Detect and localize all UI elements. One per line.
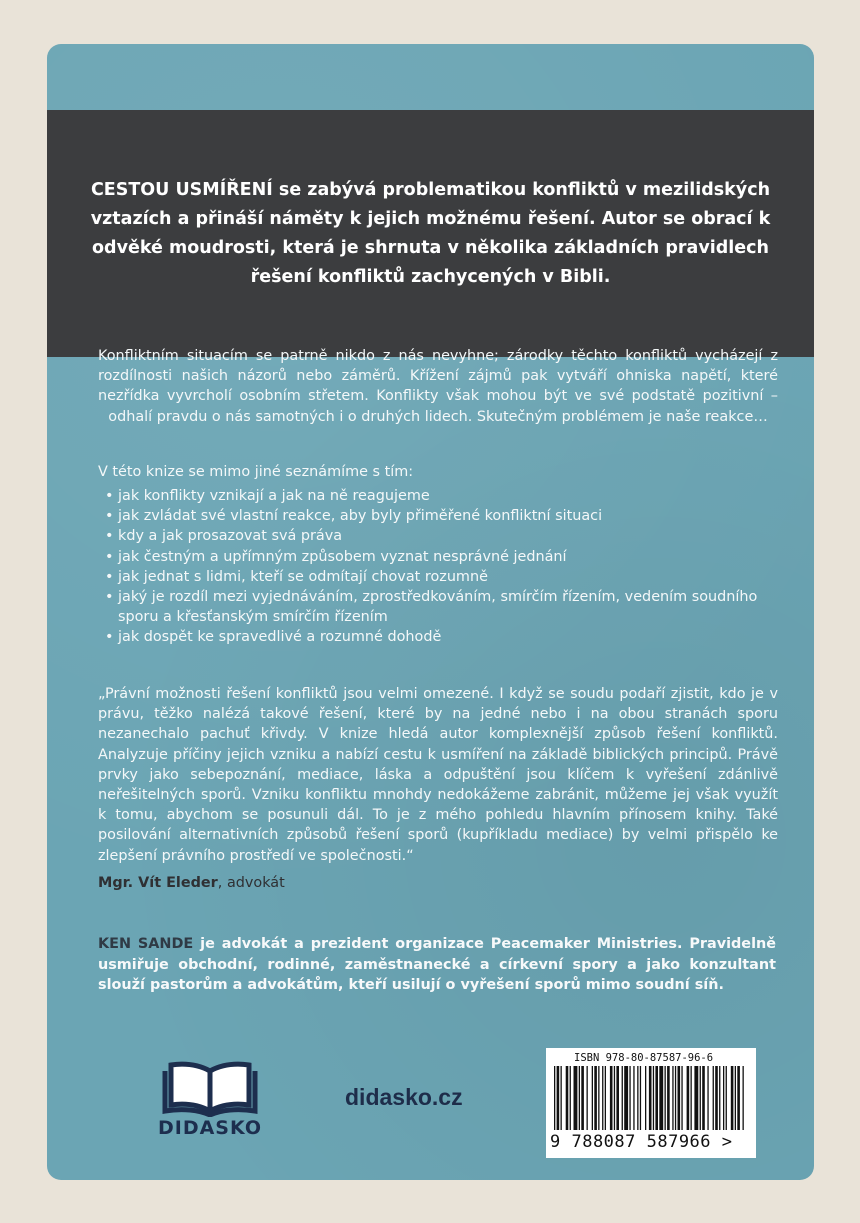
list-heading: V této knize se mimo jiné seznámíme s tím: (98, 464, 414, 480)
list-item: • kdy a jak prosazovat svá práva (105, 528, 343, 545)
topics-list (98, 486, 778, 648)
book-title: CESTOU USMÍŘENÍ (90, 179, 273, 200)
summary-text: CESTOU USMÍŘENÍ se zabývá problematikou konfliktů v mezilidských vztazích a přináší náměty k jejich možnému řešení. Autor se obrací k odvěké moudrosti, která je shrnuta v několika základních pravidlech řešení konfliktů zachycených v Bibli. (90, 179, 771, 287)
publisher-website: didasko.cz (345, 1084, 463, 1110)
list-item: • jak zvládat své vlastní reakce, aby byly přiměřené konfliktní situaci (105, 508, 603, 525)
publisher-logo (155, 1057, 265, 1147)
ean-digits: 9 788087 587966 > (550, 1132, 733, 1152)
publisher-logo-text: DIDASKO (157, 1117, 263, 1139)
list-item: • jak konflikty vznikají a jak na ně reagujeme (105, 488, 430, 504)
isbn-barcode (546, 1048, 756, 1158)
intro-paragraph: Konfliktním situacím se patrně nikdo z nás nevyhne; zárodky těchto konfliktů vycházejí z rozdílnosti našich názorů nebo záměrů. Křížení zájmů pak vytváří ohniska napětí, které nezřídka vyvrcholí osobním střetem. Konflikty však mohou být ve své podstatě pozitivní – odhalí pravdu o nás samotných i o druhých lidech. Skutečným problémem je naše reakce… (98, 348, 778, 425)
endorser-name: Mgr. Vít Eleder (98, 875, 218, 891)
endorsement-author (98, 875, 285, 891)
barcode-bars (554, 1066, 748, 1132)
list-item: • jaký je rozdíl mezi vyjednáváním, zprostředkováním, smírčím řízením, vedením soudního sporu a křesťanským smírčím řízením (105, 589, 758, 626)
list-item: • jak dospět ke spravedlivé a rozumné dohodě (105, 629, 442, 646)
list-item: • jak jednat s lidmi, kteří se odmítají chovat rozumně (105, 568, 488, 585)
author-bio: KEN SANDE je advokát a prezident organizace Peacemaker Ministries. Pravidelně usmiřuje obchodní, rodinné, zaměstnanecké a církevní spory a jako konzultant slouží pastorům a advokátům, kteří usilují o vyřešení sporů mimo soudní síň. (98, 936, 777, 993)
back-cover (47, 44, 814, 1180)
open-book-icon (155, 1057, 265, 1117)
endorser-role: , advokát (217, 875, 285, 891)
author-name: KEN SANDE (98, 936, 194, 952)
endorsement-quote: „Právní možnosti řešení konfliktů jsou velmi omezené. I když se soudu podaří zjistit, kdo je v právu, těžko nalézá takové řešení, které by na jedné nebo i na obou stranách sporu nezanechalo pachuť křivdy. V knize hledá autor komplexnější způsob řešení konfliktů. Analyzuje příčiny jejich vzniku a nabízí cestu k usmíření na základě biblických principů. Právě prvky jako sebepoznání, mediace, láska a odpuštění jsou klíčem k vyřešení zdánlivě neřešitelných sporů. Vzniku konfliktu mnohdy nedokážeme zabránit, můžeme jej však využít k tomu, abychom se posunuli dál. To je z mého pohledu hlavním přínosem knihy. Také posilování alternativních způsobů řešení sporů (kupříkladu mediace) by velmi přispělo ke zlepšení právního prostředí ve společnosti.“ (98, 686, 778, 864)
list-item: • jak čestným a upřímným způsobem vyznat nesprávné jednání (105, 548, 567, 565)
isbn-number: ISBN 978-80-87587-96-6 (574, 1052, 714, 1064)
summary-banner (47, 110, 814, 357)
